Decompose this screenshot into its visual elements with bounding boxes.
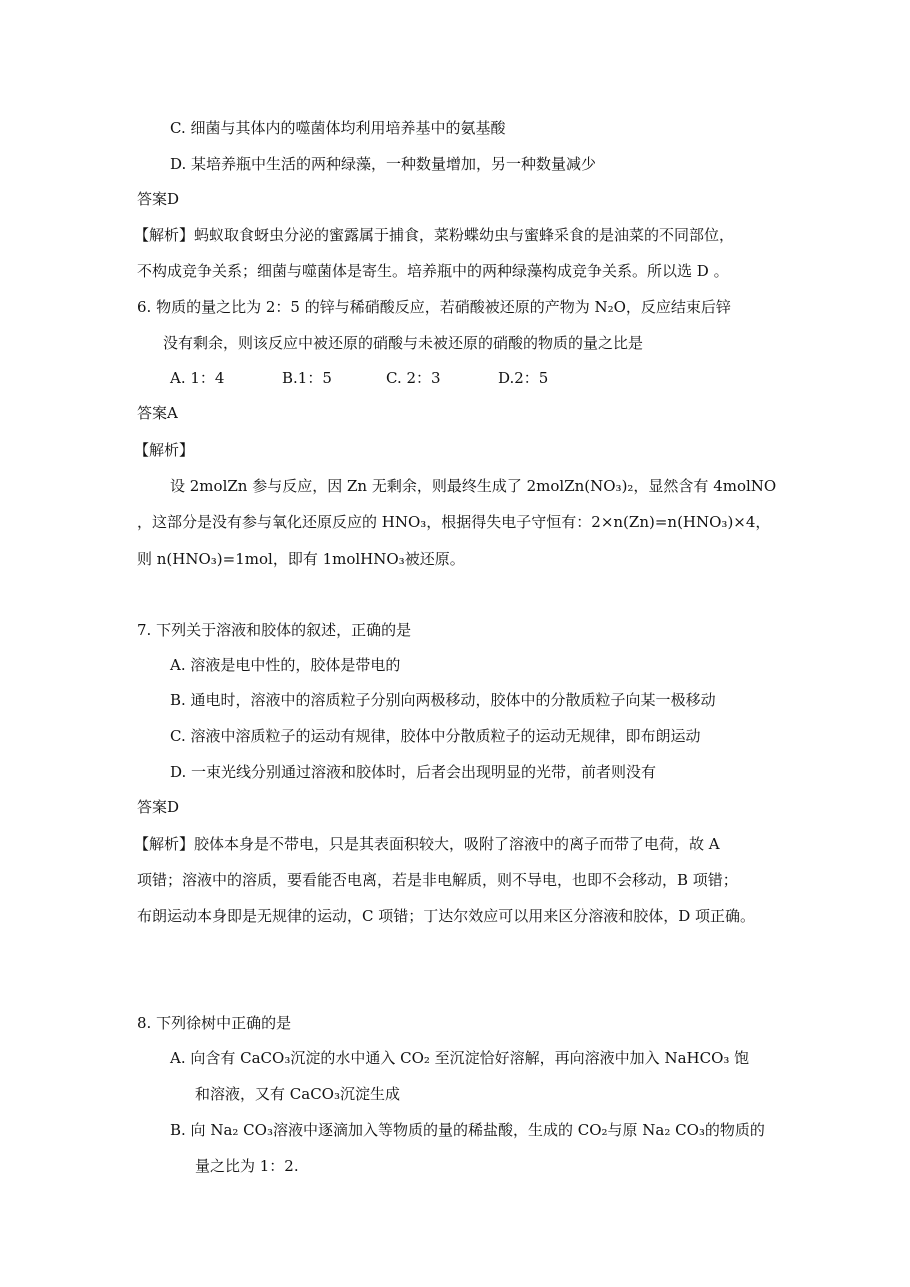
q7-option-b: B. 通电时，溶液中的溶质粒子分别向两极移动，胶体中的分散质粒子向某一极移动: [170, 691, 716, 709]
q8-option-b-line-1: B. 向 Na₂ CO₃溶液中逐滴加入等物质的量的稀盐酸，生成的 CO₂与原 Na₂ CO₃的物质的: [170, 1121, 765, 1139]
q6-analysis-line-1: 设 2molZn 参与反应，因 Zn 无剩余，则最终生成了 2molZn(NO₃)₂，显然含有 4molNO: [170, 477, 777, 495]
q6-choice-b: B.1：5: [282, 369, 332, 387]
q5-option-d: D. 某培养瓶中生活的两种绿藻，一种数量增加，另一种数量减少: [170, 155, 597, 173]
q5-analysis-line-2: 不构成竞争关系；细菌与噬菌体是寄生。培养瓶中的两种绿藻构成竞争关系。所以选 D 。: [137, 262, 729, 280]
q7-answer: 答案D: [137, 798, 180, 816]
q8-option-a-line-2: 和溶液，又有 CaCO₃沉淀生成: [195, 1085, 400, 1103]
q7-analysis-line-3: 布朗运动本身即是无规律的运动，C 项错；丁达尔效应可以用来区分溶液和胶体，D 项正确。: [137, 907, 756, 925]
q6-stem-line-1: 6. 物质的量之比为 2：5 的锌与稀硝酸反应，若硝酸被还原的产物为 N₂O，反应结束后锌: [137, 298, 731, 316]
q6-stem-line-2: 没有剩余，则该反应中被还原的硝酸与未被还原的硝酸的物质的量之比是: [163, 334, 644, 352]
q8-stem: 8. 下列徐树中正确的是: [137, 1014, 292, 1032]
q5-analysis-line-1: 【解析】蚂蚁取食蚜虫分泌的蜜露属于捕食，菜粉蝶幼虫与蜜蜂采食的是油菜的不同部位，: [134, 226, 735, 244]
q8-option-a-line-1: A. 向含有 CaCO₃沉淀的水中通入 CO₂ 至沉淀恰好溶解，再向溶液中加入 NaHCO₃ 饱: [170, 1049, 750, 1067]
q6-choice-c: C. 2：3: [386, 369, 441, 387]
q6-analysis-line-3: 则 n(HNO₃)=1mol，即有 1molHNO₃被还原。: [137, 550, 465, 568]
q7-analysis-line-2: 项错；溶液中的溶质，要看能否电离，若是非电解质，则不导电，也即不会移动，B 项错；: [137, 871, 738, 889]
q7-stem: 7. 下列关于溶液和胶体的叙述，正确的是: [137, 621, 412, 639]
q6-choice-d: D.2：5: [498, 369, 549, 387]
q6-choices: [170, 368, 548, 388]
q7-option-a: A. 溶液是电中性的，胶体是带电的: [170, 656, 401, 674]
q6-analysis-line-2: ，这部分是没有参与氧化还原反应的 HNO₃，根据得失电子守恒有：2×n(Zn)=n(HNO₃)×4，: [137, 513, 771, 531]
q7-option-c: C. 溶液中溶质粒子的运动有规律，胶体中分散质粒子的运动无规律，即布朗运动: [170, 727, 701, 745]
q7-option-d: D. 一束光线分别通过溶液和胶体时，后者会出现明显的光带，前者则没有: [170, 763, 657, 781]
q6-analysis-heading: 【解析】: [134, 441, 195, 459]
q7-analysis-line-1: 【解析】胶体本身是不带电，只是其表面积较大，吸附了溶液中的离子而带了电荷，故 A: [134, 835, 720, 853]
q5-option-c: C. 细菌与其体内的噬菌体均利用培养基中的氨基酸: [170, 119, 506, 137]
q8-option-b-line-2: 量之比为 1：2.: [195, 1157, 299, 1175]
q5-answer: 答案D: [137, 190, 180, 208]
q6-choice-a: A. 1：4: [170, 369, 225, 387]
q6-answer: 答案A: [137, 404, 178, 422]
